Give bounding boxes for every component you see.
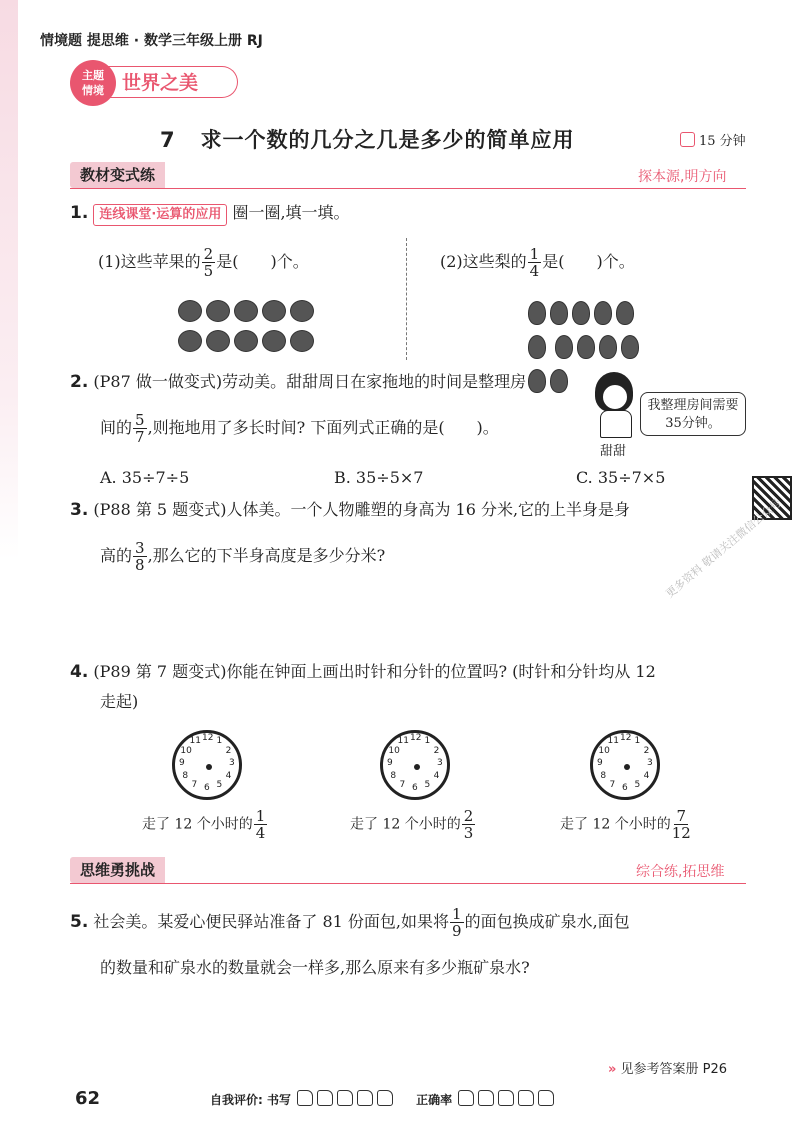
clock-numeral: 3 xyxy=(437,758,443,768)
girl-name: 甜甜 xyxy=(600,444,627,459)
thumb-icon[interactable] xyxy=(458,1090,474,1106)
q2-option-a: A. 35÷7÷5 xyxy=(100,468,190,487)
clock-numeral: 10 xyxy=(598,745,610,756)
q5-line2: 的数量和矿泉水的数量就会一样多,那么原来有多少瓶矿泉水? xyxy=(100,958,530,977)
clock-face-2[interactable] xyxy=(380,730,450,800)
answer-reference: » 见参考答案册 P26 xyxy=(608,1062,728,1077)
clock-numeral: 9 xyxy=(387,758,393,768)
clock-icon xyxy=(680,132,695,147)
clock-numeral: 5 xyxy=(634,779,641,790)
clock-numeral: 4 xyxy=(433,770,440,781)
question-3: 3. (P88 第 5 题变式)人体美。一个人物雕塑的身高为 16 分米,它的上半身是身 xyxy=(70,500,631,520)
clock-numeral: 11 xyxy=(607,736,619,747)
speech-bubble: 我整理房间需要35分钟。 xyxy=(640,392,746,436)
thumb-icon[interactable] xyxy=(518,1090,534,1106)
divider-dashed xyxy=(406,238,407,360)
thumb-icon[interactable] xyxy=(317,1090,333,1106)
q2-line2: 间的 $\frac{5}{7}$ ,则拖地用了多长时间? 下面列式正确的是( )。 xyxy=(100,411,499,446)
section-label-2: 思维勇挑战 xyxy=(70,857,165,883)
question-1: 1. 连线课堂·运算的应用 圈一圈,填一填。 xyxy=(70,203,350,226)
clock-numeral: 12 xyxy=(202,733,214,743)
clock-center-dot xyxy=(206,764,212,770)
clock-numeral: 4 xyxy=(643,770,650,781)
clock-numeral: 1 xyxy=(216,736,223,747)
thumb-icon[interactable] xyxy=(538,1090,554,1106)
q2-option-c: C. 35÷7×5 xyxy=(576,468,666,487)
clock-numeral: 9 xyxy=(179,758,185,768)
double-chevron-icon: » xyxy=(608,1062,617,1077)
clock-numeral: 3 xyxy=(647,758,653,768)
clock-numeral: 6 xyxy=(622,783,628,793)
q1-part1: (1)这些苹果的 $\frac{2}{5}$ 是( )个。 xyxy=(98,245,309,280)
section-divider-2 xyxy=(70,883,746,884)
thumb-icon[interactable] xyxy=(337,1090,353,1106)
girl-body xyxy=(600,410,632,438)
section-divider xyxy=(70,188,746,189)
clock-numeral: 1 xyxy=(424,736,431,747)
q2-option-b: B. 35÷5×7 xyxy=(334,468,424,487)
clock-numeral: 1 xyxy=(634,736,641,747)
clock-numeral: 3 xyxy=(229,758,235,768)
q3-line2: 高的 $\frac{3}{8}$ ,那么它的下半身高度是多少分米? xyxy=(100,539,386,574)
clock-numeral: 11 xyxy=(397,736,409,747)
clock-numeral: 7 xyxy=(191,779,198,790)
thumb-icon[interactable] xyxy=(478,1090,494,1106)
time-estimate: 15 分钟 xyxy=(680,130,746,149)
clock-numeral: 9 xyxy=(597,758,603,768)
page-number: 62 xyxy=(75,1088,101,1109)
thumb-icon[interactable] xyxy=(377,1090,393,1106)
clock-caption-3: 走了 12 个小时的 $\frac{7}{12}$ xyxy=(560,807,691,842)
q1-part2: (2)这些梨的 $\frac{1}{4}$ 是( )个。 xyxy=(440,245,635,280)
clock-numeral: 5 xyxy=(424,779,431,790)
pears-image xyxy=(526,298,656,400)
clock-caption-1: 走了 12 个小时的 $\frac{1}{4}$ xyxy=(142,807,266,842)
clock-numeral: 8 xyxy=(182,770,189,781)
theme-title: 世界之美 xyxy=(108,66,238,98)
clock-center-dot xyxy=(414,764,420,770)
running-header: 情境题 提思维 · 数学三年级上册 RJ xyxy=(40,33,263,49)
left-decor-bar xyxy=(0,0,18,560)
section-label-1: 教材变式练 xyxy=(70,162,165,188)
clock-numeral: 10 xyxy=(180,745,192,756)
question-2: 2. (P87 做一做变式)劳动美。甜甜周日在家拖地的时间是整理房 xyxy=(70,372,527,392)
clock-numeral: 8 xyxy=(390,770,397,781)
clock-numeral: 6 xyxy=(204,783,210,793)
clock-numeral: 11 xyxy=(189,736,201,747)
thumb-icon[interactable] xyxy=(297,1090,313,1106)
thumb-icon[interactable] xyxy=(357,1090,373,1106)
clock-numeral: 7 xyxy=(609,779,616,790)
clock-numeral: 5 xyxy=(216,779,223,790)
section-subtitle-2: 综合练,拓思维 xyxy=(636,864,725,880)
clock-caption-2: 走了 12 个小时的 $\frac{2}{3}$ xyxy=(350,807,474,842)
topic-tag: 连线课堂·运算的应用 xyxy=(93,204,227,226)
apples-image xyxy=(176,298,316,358)
clock-numeral: 6 xyxy=(412,783,418,793)
clock-numeral: 2 xyxy=(225,745,232,756)
clock-numeral: 10 xyxy=(388,745,400,756)
self-evaluation: 自我评价: 书写 正确率 xyxy=(210,1090,556,1108)
watermark: 更多资料 敬请关注微信公众号 xyxy=(663,496,784,601)
clock-face-1[interactable] xyxy=(172,730,242,800)
clock-numeral: 4 xyxy=(225,770,232,781)
clock-center-dot xyxy=(624,764,630,770)
clock-numeral: 8 xyxy=(600,770,607,781)
clock-numeral: 12 xyxy=(410,733,422,743)
question-5: 5. 社会美。某爱心便民驿站准备了 81 份面包,如果将 $\frac{1}{9}$ 的面包换成矿泉水,面包 xyxy=(70,905,630,940)
clock-numeral: 2 xyxy=(433,745,440,756)
clock-numeral: 7 xyxy=(399,779,406,790)
section-subtitle-1: 探本源,明方向 xyxy=(638,169,727,185)
clock-numeral: 12 xyxy=(620,733,632,743)
q4-line2: 走起) xyxy=(100,692,139,711)
lesson-title: 7 求一个数的几分之几是多少的简单应用 xyxy=(160,128,575,152)
theme-badge: 主题 情境 xyxy=(70,60,116,106)
clock-numeral: 2 xyxy=(643,745,650,756)
girl-face xyxy=(602,384,628,410)
question-4: 4. (P89 第 7 题变式)你能在钟面上画出时针和分针的位置吗? (时针和分针均从 12 xyxy=(70,662,656,682)
clock-face-3[interactable] xyxy=(590,730,660,800)
thumb-icon[interactable] xyxy=(498,1090,514,1106)
